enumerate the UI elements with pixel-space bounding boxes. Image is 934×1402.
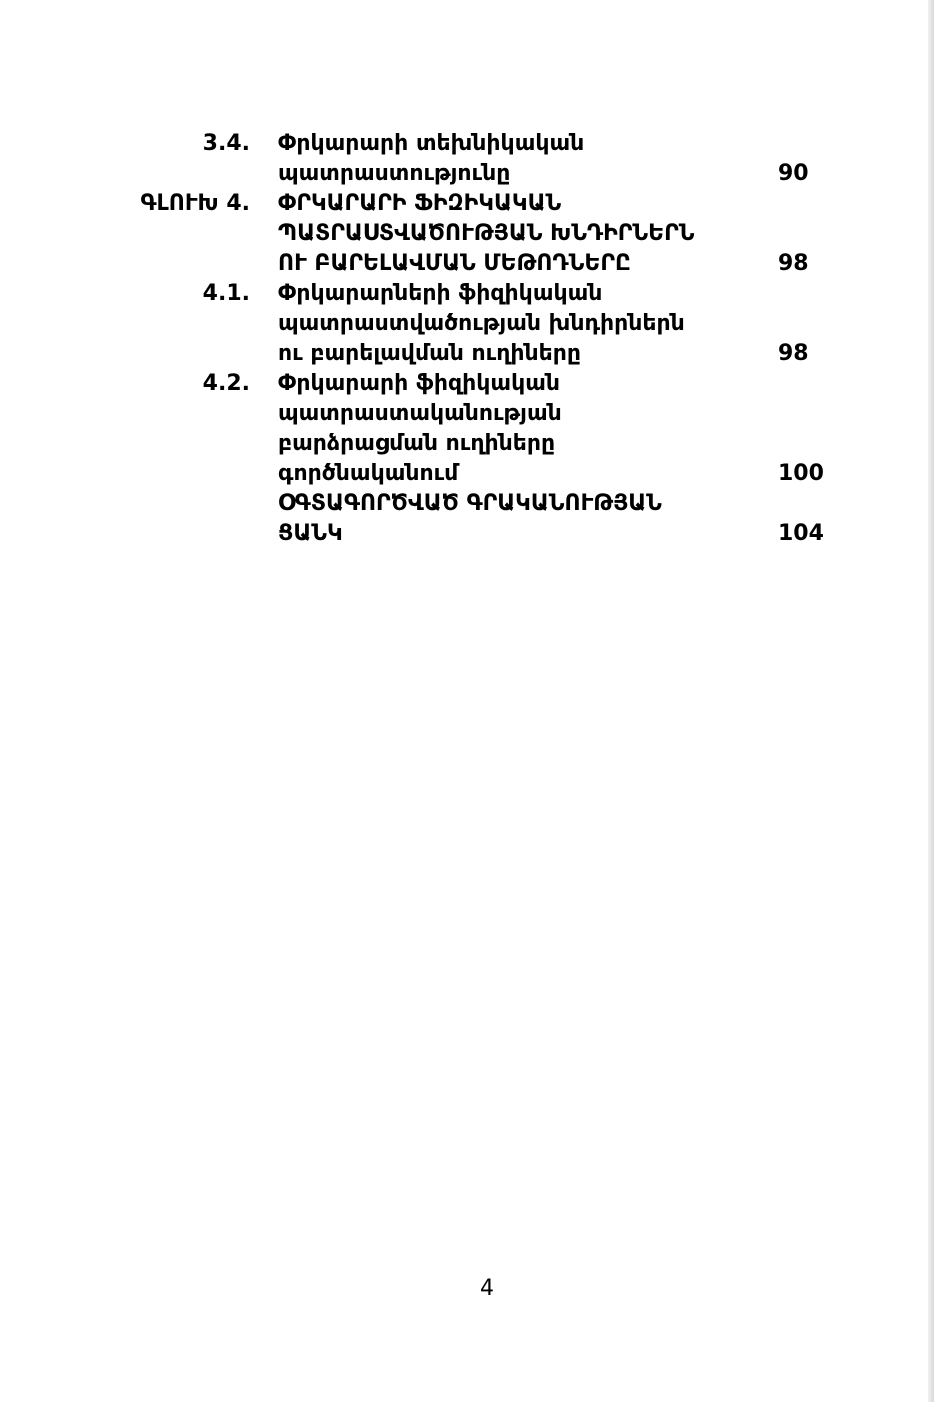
- page-edge-shadow: [928, 0, 934, 1402]
- toc-entry-4-1: [0, 279, 934, 369]
- toc-entry-title-line: ՊԱՏՐԱՍՏՎԱԾՈՒԹՅԱՆ ԽՆԴԻՐՆԵՐՆ: [278, 221, 695, 246]
- toc-entry-page: 98: [778, 251, 809, 276]
- toc-entry-number: 4.2.: [202, 371, 250, 396]
- page-number: 4: [480, 1276, 494, 1301]
- toc-entry-title-line: բարձրացման ուղիները: [278, 431, 556, 456]
- toc-entry-title: [278, 489, 798, 549]
- toc-entry-number: ԳԼՈՒԽ 4.: [140, 191, 250, 216]
- toc-entry-title-line: ու բարելավման ուղիները: [278, 341, 581, 366]
- toc-entry-title-line: պատրաստվածության խնդիրներն: [278, 311, 685, 336]
- toc-entry-title-line: պատրաստությունը: [278, 161, 511, 186]
- toc-entry-page: 100: [778, 461, 824, 486]
- toc-entry-title: [278, 369, 798, 489]
- toc-entry-title-line: պատրաստականության: [278, 401, 562, 426]
- toc-entry-title-line: Փրկարարների ֆիզիկական: [278, 281, 603, 306]
- toc-entry-chapter-4: [0, 189, 934, 279]
- toc-entry-title-line: ՈՒ ԲԱՐԵԼԱՎՄԱՆ ՄԵԹՈԴՆԵՐԸ: [278, 251, 631, 276]
- toc-entry-page: 104: [778, 521, 824, 546]
- toc-entry-title: [278, 189, 798, 279]
- toc-entry-title-line: ՓՐԿԱՐԱՐԻ ՖԻԶԻԿԱԿԱՆ: [278, 191, 562, 216]
- toc-entry-title-line: գործնականում: [278, 461, 459, 486]
- toc-entry-title-line: Փրկարարի ֆիզիկական: [278, 371, 560, 396]
- toc-entry-number: 4.1.: [202, 281, 250, 306]
- toc-entry-page: 90: [778, 161, 809, 186]
- toc-entry-3-4: [0, 129, 934, 189]
- toc-entry-number: 3.4.: [202, 131, 250, 156]
- toc-entry-title-line: ՕԳՏԱԳՈՐԾՎԱԾ ԳՐԱԿԱՆՈՒԹՅԱՆ: [278, 491, 662, 516]
- toc-entry-page: 98: [778, 341, 809, 366]
- table-of-contents: [0, 129, 934, 549]
- toc-entry-bibliography: [0, 489, 934, 549]
- toc-entry-title-line: Փրկարարի տեխնիկական: [278, 131, 585, 156]
- toc-entry-title: [278, 129, 798, 189]
- toc-entry-4-2: [0, 369, 934, 489]
- toc-entry-title-line: ՑԱՆԿ: [278, 521, 343, 546]
- toc-entry-title: [278, 279, 798, 369]
